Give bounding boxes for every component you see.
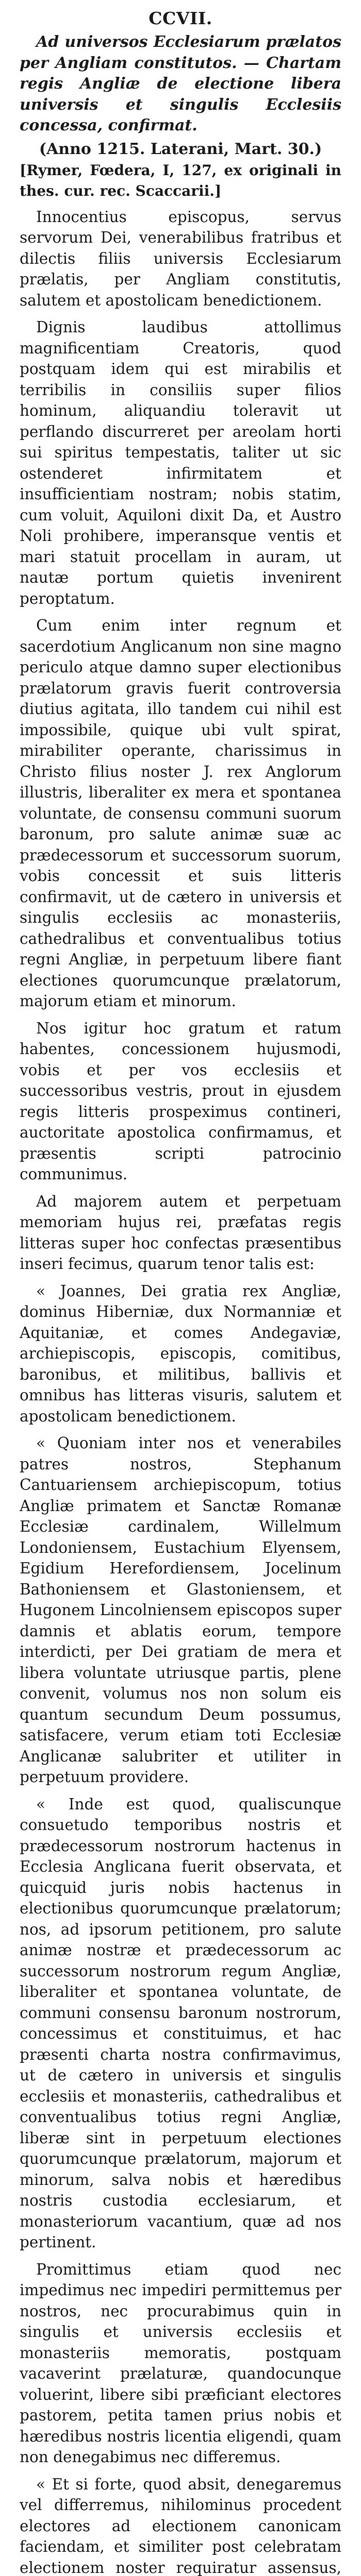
paragraph: Cum enim inter regnum et sacerdotium Anglicanum non sine magno periculo atque damno super electionibus prælatorum gravis fuerit controversia diutius agitata, illo tandem cui nihil est impossibile, quique ubi vult spirat, mirabiliter operante, charissimus in Christo filius noster J. rex Anglorum illustris, liberaliter ex mera et spontanea voluntate, de consensu communi suorum baronum, pro salute animæ suæ ac prædecessorum et successorum suorum, vobis concessit et suis litteris confirmavit, ut de cætero in universis et singulis ecclesiis ac monasteriis, cathedralibus et conventualibus totius regni Angliæ, in perpetuum libere fiant electiones quorumcunque prælatorum, majorum etiam et minorum. (20, 615, 341, 1012)
document-heading: Ad universos Ecclesiarum prælatos per Angliam constitutos. — Chartam regis Angliæ de electione libera universis et singulis Ecclesiis concessa, confirmat. (20, 32, 341, 137)
paragraph-quoted-charter: « Et si forte, quod absit, denegaremus vel differremus, nihilominus procedent electores ad electionem canonicam faciendam, et similiter post celebratam electionem noster requiratur assensus, (20, 2474, 341, 2576)
paragraph-quoted-charter: « Inde est quod, qualiscunque consuetudo temporibus nostris et prædecessorum nostrorum hactenus in Ecclesia Anglicana fuerit observata, et quicquid juris nobis hactenus in electionibus quorumcunque prælatorum; nos, ad ipsorum petitionem, pro salute animæ nostræ et prædecessorum ac successorum nostrorum regum Angliæ, liberaliter et spontanea voluntate, de communi consensu baronum nostrorum, concessimus et constituimus, et hac præsenti charta nostra confirmavimus, ut de cætero in universis et singulis ecclesiis et monasteriis, cathedralibus et conventualibus totius regni Angliæ, liberæ sint in perpetuum electiones quorumcunque prælatorum, majorum et minorum, salva nobis et hæredibus nostris custodia ecclesiarum, et monasteriorum vacantium, quæ ad nos pertinent. (20, 1794, 341, 2253)
paragraph-quoted-charter: « Quoniam inter nos et venerabiles patres nostros, Stephanum Cantuariensem archiepiscopum, totius Angliæ primatem et Sanctæ Romanæ Ecclesiæ cardinalem, Willelmum Londoniensem, Eustachium Elyensem, Egidium Herefordiensem, Jocelinum Bathoniensem et Glastoniensem, et Hugonem Lincolniensem episcopos super damnis et ablatis eorum, tempore interdicti, per Dei gratiam de mera et libera voluntate utriusque partis, plene convenit, volumus nos non solum eis quantum secundum Deum possumus, satisfacere, verum etiam toti Ecclesiæ Anglicanæ salubriter et utiliter in perpetuum providere. (20, 1433, 341, 1788)
paragraph-quoted-charter: « Joannes, Dei gratia rex Angliæ, dominus Hiberniæ, dux Normanniæ et Aquitaniæ, et comes Andegaviæ, archiepiscopis, episcopis, comitibus, baronibus, et militibus, ballivis et omnibus has litteras visuris, salutem et apostolicam benedictionem. (20, 1281, 341, 1427)
document-body (20, 207, 341, 2576)
paragraph: Nos igitur hoc gratum et ratum habentes, concessionem hujusmodi, vobis et per vos ecclesiis et successoribus vestris, prout in ejusdem regis litteris prospeximus contineri, auctoritate apostolica confirmamus, et præsentis scripti patrocinio communimus. (20, 1018, 341, 1185)
document-date: (Anno 1215. Laterani, Mart. 30.) (20, 139, 341, 160)
source-citation: [Rymer, Fœdera, I, 127, ex originali in thes. cur. rec. Scaccarii.] (20, 160, 341, 201)
document-number: CCVII. (20, 8, 341, 29)
paragraph: Ad majorem autem et perpetuam memoriam hujus rei, præfatas regis litteras super hoc confectas præsentibus inseri fecimus, quarum tenor talis est: (20, 1191, 341, 1275)
paragraph: Promittimus etiam quod nec impedimus nec impediri permittemus per nostros, nec procurabimus quin in singulis et universis ecclesiis et monasteriis memoratis, postquam vacaverint prælaturæ, quandocunque voluerint, libere sibi præficiant electores pastorem, petita tamen prius nobis et hæredibus nostris licentia eligendi, quam non denegabimus nec differemus. (20, 2259, 341, 2468)
paragraph-salutation: Innocentius episcopus, servus servorum Dei, venerabilibus fratribus et dilectis filiis universis Ecclesiarum prælatis, per Angliam constitutis, salutem et apostolicam benedictionem. (20, 207, 341, 311)
paragraph: Dignis laudibus attollimus magnificentiam Creatoris, quod postquam idem qui est mirabilis et terribilis in consiliis super filios hominum, aliquandiu toleravit ut perflando discurreret per areolam horti sui spiritus tempestatis, taliter ut sic ostenderet infirmitatem et insufficientiam nostram; nobis statim, cum voluit, Aquiloni dixit Da, et Austro Noli prohibere, imperansque ventis et mari statuit procellam in auram, ut nautæ portum quietis invenirent peroptatum. (20, 317, 341, 609)
